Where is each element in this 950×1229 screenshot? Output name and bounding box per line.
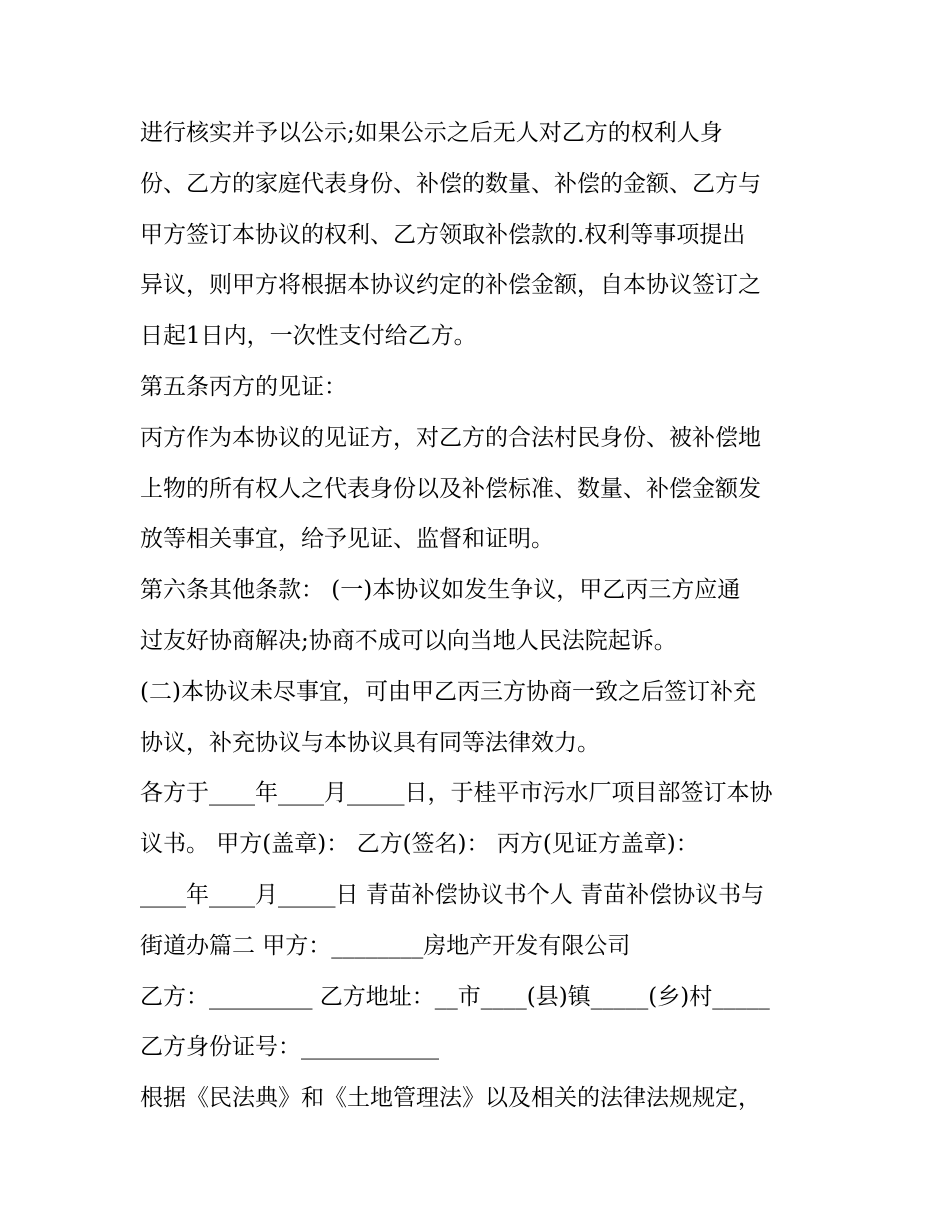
text-line: 丙方作为本协议的见证方，对乙方的合法村民身份、被补偿地 — [140, 424, 761, 451]
text-line: 过友好协商解决;协商不成可以向当地人民法院起诉。 — [140, 627, 677, 654]
text-line: 上物的所有权人之代表身份以及补偿标准、数量、补偿金额发 — [140, 475, 761, 502]
signature-line: 议书。 甲方(盖章)： 乙方(签名)： 丙方(见证方盖章)： — [140, 831, 699, 858]
section-heading: 第六条其他条款： (一)本协议如发生争议，甲乙丙三方应通 — [140, 577, 741, 604]
document-body — [140, 108, 820, 1124]
text-line: 放等相关事宜，给予见证、监督和证明。 — [140, 526, 554, 553]
text-line: 异议，则甲方将根据本协议约定的补偿金额，自本协议签订之 — [140, 272, 761, 299]
text-line: 协议，补充协议与本协议具有同等法律效力。 — [140, 729, 600, 756]
text-line: 根据《民法典》和《土地管理法》以及相关的法律法规规定， — [140, 1085, 761, 1112]
section-heading: 第五条丙方的见证： — [140, 373, 347, 400]
date-line: ____年____月_____日 青苗补偿协议书个人 青苗补偿协议书与 — [140, 881, 765, 908]
text-line: 各方于____年____月_____日，于桂平市污水厂项目部签订本协 — [140, 780, 773, 807]
text-line: 日起1日内，一次性支付给乙方。 — [140, 323, 477, 350]
party-b-line: 乙方：_________ 乙方地址：__市____(县)镇_____(乡)村_____ — [140, 983, 770, 1010]
party-b-id-line: 乙方身份证号：____________ — [140, 1034, 439, 1061]
text-line: 进行核实并予以公示;如果公示之后无人对乙方的权利人身 — [140, 120, 723, 146]
party-a-line: 街道办篇二 甲方：________房地产开发有限公司 — [140, 932, 631, 959]
text-line: 甲方签订本协议的权利、乙方领取补偿款的.权利等事项提出 — [140, 221, 746, 248]
text-line: (二)本协议未尽事宜，可由甲乙丙三方协商一致之后签订补充 — [140, 678, 756, 705]
text-line: 份、乙方的家庭代表身份、补偿的数量、补偿的金额、乙方与 — [140, 170, 761, 197]
